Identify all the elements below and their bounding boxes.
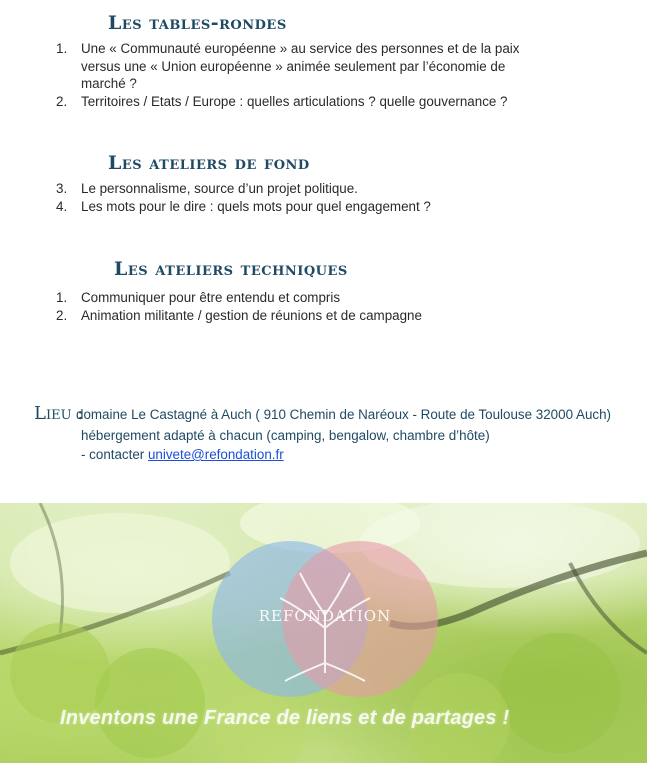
contact-email-link[interactable]: univete@refondation.fr xyxy=(147,447,284,462)
contact-prefix: - contacter xyxy=(81,447,148,462)
list-text-line: Territoires / Etats / Europe : quelles articulations ? quelle gouvernance ? xyxy=(81,93,508,109)
list-item xyxy=(56,180,616,198)
list-number: 1. xyxy=(56,41,68,56)
list-number: 4. xyxy=(56,198,68,214)
slogan: Inventons une France de liens et de partages ! xyxy=(60,707,510,729)
list-text-line: Communiquer pour être entendu et compris xyxy=(81,290,341,305)
list-text-line: versus une « Union européenne » animée seulement par l’économie de xyxy=(81,58,506,74)
list-item xyxy=(56,289,616,307)
list-number: 2. xyxy=(56,93,68,109)
list-number: 2. xyxy=(56,307,68,323)
lieu-address: domaine Le Castagné à Auch ( 910 Chemin de Naréoux - Route de Toulouse 32000 Auch) xyxy=(76,407,611,422)
list-text-line: Le personnalisme, source d’un projet politique. xyxy=(81,181,358,196)
list-text-line: marché ? xyxy=(81,76,137,91)
list-item xyxy=(56,198,616,216)
logo-text: REFONDATION xyxy=(258,607,392,625)
ateliers-techniques-title: Les ateliers techniques xyxy=(114,258,348,280)
list-item xyxy=(56,307,616,325)
banner-image xyxy=(0,503,647,763)
list-item xyxy=(56,93,616,111)
list-text-line: Une « Communauté européenne » au service des personnes et de la paix xyxy=(81,41,520,56)
tables-rondes-title: Les tables-rondes xyxy=(108,12,287,34)
ateliers-fond-title: Les ateliers de fond xyxy=(108,152,310,174)
ateliers-fond-list xyxy=(56,180,616,215)
list-number: 3. xyxy=(56,181,68,196)
list-text-line: Les mots pour le dire : quels mots pour quel engagement ? xyxy=(81,198,431,214)
ateliers-techniques-list xyxy=(56,289,616,324)
lieu-label: Lieu : xyxy=(34,403,84,424)
list-text-line: Animation militante / gestion de réunions et de campagne xyxy=(81,307,422,323)
lieu-contact xyxy=(81,446,284,464)
list-number: 1. xyxy=(56,290,68,305)
list-item xyxy=(56,40,616,93)
lieu-accommodation: hébergement adapté à chacun (camping, bengalow, chambre d’hôte) xyxy=(81,428,490,443)
tables-rondes-list xyxy=(56,40,616,110)
